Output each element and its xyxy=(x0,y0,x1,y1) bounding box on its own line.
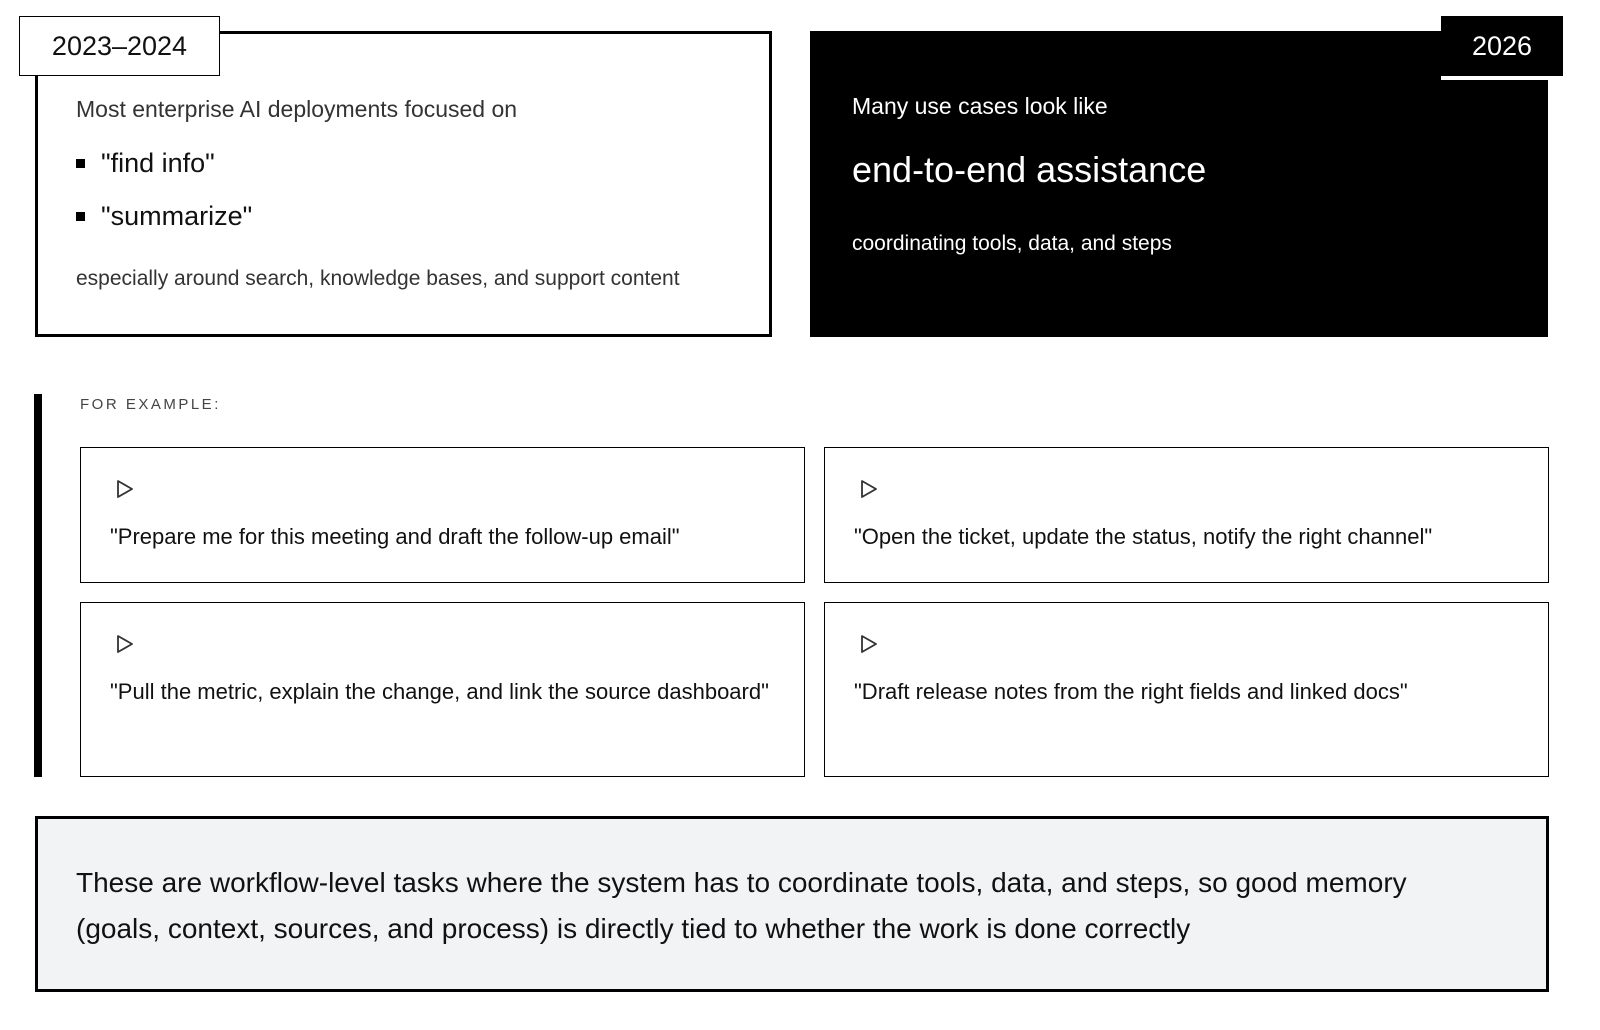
example-card xyxy=(824,602,1549,777)
play-triangle-icon xyxy=(859,633,879,655)
past-approach-card xyxy=(35,31,772,337)
square-bullet-icon xyxy=(76,212,85,221)
section-accent-bar xyxy=(34,394,42,777)
past-period-tag: 2023–2024 xyxy=(19,16,220,76)
example-text: "Draft release notes from the right fields and linked docs" xyxy=(854,679,1408,704)
current-approach-card xyxy=(810,31,1548,337)
examples-label: FOR EXAMPLE: xyxy=(80,396,221,413)
example-text: "Open the ticket, update the status, notify the right channel" xyxy=(854,524,1433,549)
list-item xyxy=(76,147,252,200)
list-item xyxy=(76,200,252,253)
now-headline: end-to-end assistance xyxy=(852,149,1207,190)
list-item-label: "summarize" xyxy=(101,201,253,231)
example-card xyxy=(824,447,1549,583)
example-card xyxy=(80,447,805,583)
summary-callout xyxy=(35,816,1549,992)
now-intro-text: Many use cases look like xyxy=(852,93,1108,119)
play-triangle-icon xyxy=(859,478,879,500)
square-bullet-icon xyxy=(76,159,85,168)
play-triangle-icon xyxy=(115,478,135,500)
past-intro-text: Most enterprise AI deployments focused on xyxy=(76,96,518,122)
current-period-tag: 2026 xyxy=(1441,16,1563,80)
past-footnote: especially around search, knowledge bases, and support content xyxy=(76,267,680,290)
list-item-label: "find info" xyxy=(101,148,215,178)
now-subline: coordinating tools, data, and steps xyxy=(852,232,1172,255)
play-triangle-icon xyxy=(115,633,135,655)
past-focus-list xyxy=(76,147,252,253)
example-text: "Prepare me for this meeting and draft the follow-up email" xyxy=(110,524,680,549)
example-text: "Pull the metric, explain the change, and link the source dashboard" xyxy=(110,679,769,704)
summary-text: These are workflow-level tasks where the system has to coordinate tools, data, and steps, so good memory (goals, context, sources, and process) is directly tied to whether the work is done correctly xyxy=(76,867,1407,944)
example-card xyxy=(80,602,805,777)
